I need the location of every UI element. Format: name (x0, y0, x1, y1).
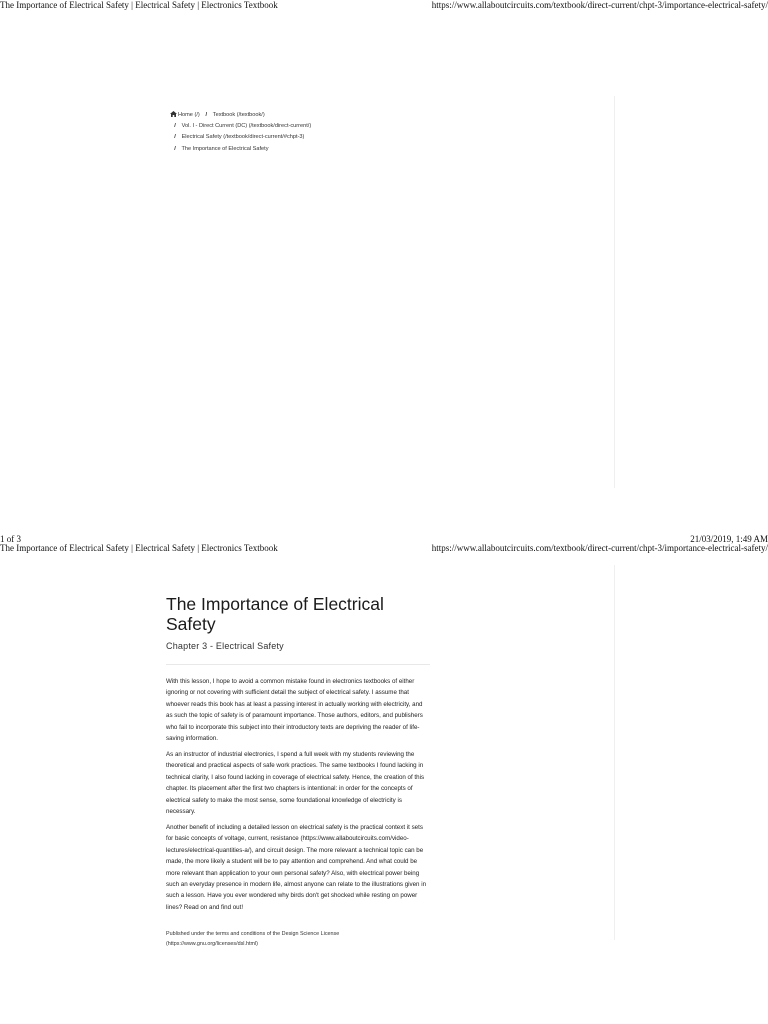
breadcrumb-row-2 (170, 121, 470, 132)
license-notice[interactable]: Published under the terms and conditions of the Design Science License (https://www.gnu.org/licenses/dsl.html) (166, 931, 340, 947)
breadcrumb-row-1 (170, 110, 470, 121)
breadcrumb-row-3 (170, 132, 470, 143)
breadcrumb-separator: / (174, 134, 176, 141)
sidebar-divider (614, 565, 615, 940)
print-header-title: The Importance of Electrical Safety | Electrical Safety | Electronics Textbook (0, 0, 278, 10)
article-paragraph: Another benefit of including a detailed lesson on electrical safety is the practical context it sets for basic concepts of voltage, current, resistance (https://www.allaboutcircuits.com/video-lectures/electrical-quantities-a/), and circuit design. The more relevant a technical topic can be made, the more likely a student will be to pay attention and comprehend. And what could be more relevant than application to your own personal safety? Also, with electrical power being such an everyday presence in modern life, almost anyone can relate to the illustrations given in such a lesson. Have you ever wondered why birds don't get shocked while resting on power lines? Read on and find out! (166, 823, 427, 911)
breadcrumb-textbook-link[interactable]: Textbook (/textbook/) (212, 112, 265, 118)
print-header-url[interactable]: https://www.allaboutcircuits.com/textbook/direct-current/chpt-3/importance-electrical-safety/ (431, 0, 768, 10)
divider (166, 664, 430, 665)
home-icon (170, 111, 177, 117)
article-paragraph: With this lesson, I hope to avoid a common mistake found in electronics textbooks of either ignoring or not covering with sufficient detail the subject of electrical safety. I assume that whoever reads this book has at least a passing interest in actually working with electricity, and as such the topic of safety is of paramount importance. Those authors, editors, and publishers who fail to incorporate this subject into their introductory texts are depriving the reader of life-saving information. (166, 678, 423, 743)
breadcrumb-separator: / (205, 112, 208, 118)
print-header-url[interactable]: https://www.allaboutcircuits.com/textbook/direct-current/chpt-3/importance-electrical-safety/ (431, 543, 768, 553)
breadcrumb-separator: / (174, 145, 176, 152)
chapter-subtitle: Chapter 3 - Electrical Safety (166, 641, 284, 651)
breadcrumb-volume-link[interactable]: Vol. I - Direct Current (DC) (/textbook/direct-current/) (181, 123, 312, 130)
breadcrumb-home-link[interactable]: Home (/) (178, 112, 200, 118)
print-page-number: 1 of 3 (0, 534, 21, 544)
breadcrumb-current: The Importance of Electrical Safety (181, 145, 269, 152)
article-paragraph: As an instructor of industrial electronics, I spend a full week with my students reviewing the theoretical and practical aspects of safe work practices. The same textbooks I found lacking in technical clarity, I also found lacking in coverage of electrical safety. Hence, the creation of this chapter. Its placement after the first two chapters is intentional: in order for the concepts of electrical safety to make the most sense, some foundational knowledge of electricity is necessary. (166, 750, 425, 815)
page-title: The Importance of Electrical Safety (166, 594, 384, 634)
article (166, 594, 430, 949)
breadcrumb-separator: / (174, 123, 176, 130)
breadcrumb-row-4 (170, 144, 470, 155)
sidebar-divider (614, 96, 615, 488)
print-header-title: The Importance of Electrical Safety | Electrical Safety | Electronics Textbook (0, 543, 278, 553)
print-datetime: 21/03/2019, 1:49 AM (690, 534, 768, 544)
breadcrumb-chapter-link[interactable]: Electrical Safety (/textbook/direct-current/#chpt-3) (181, 134, 305, 141)
breadcrumb (170, 110, 470, 155)
